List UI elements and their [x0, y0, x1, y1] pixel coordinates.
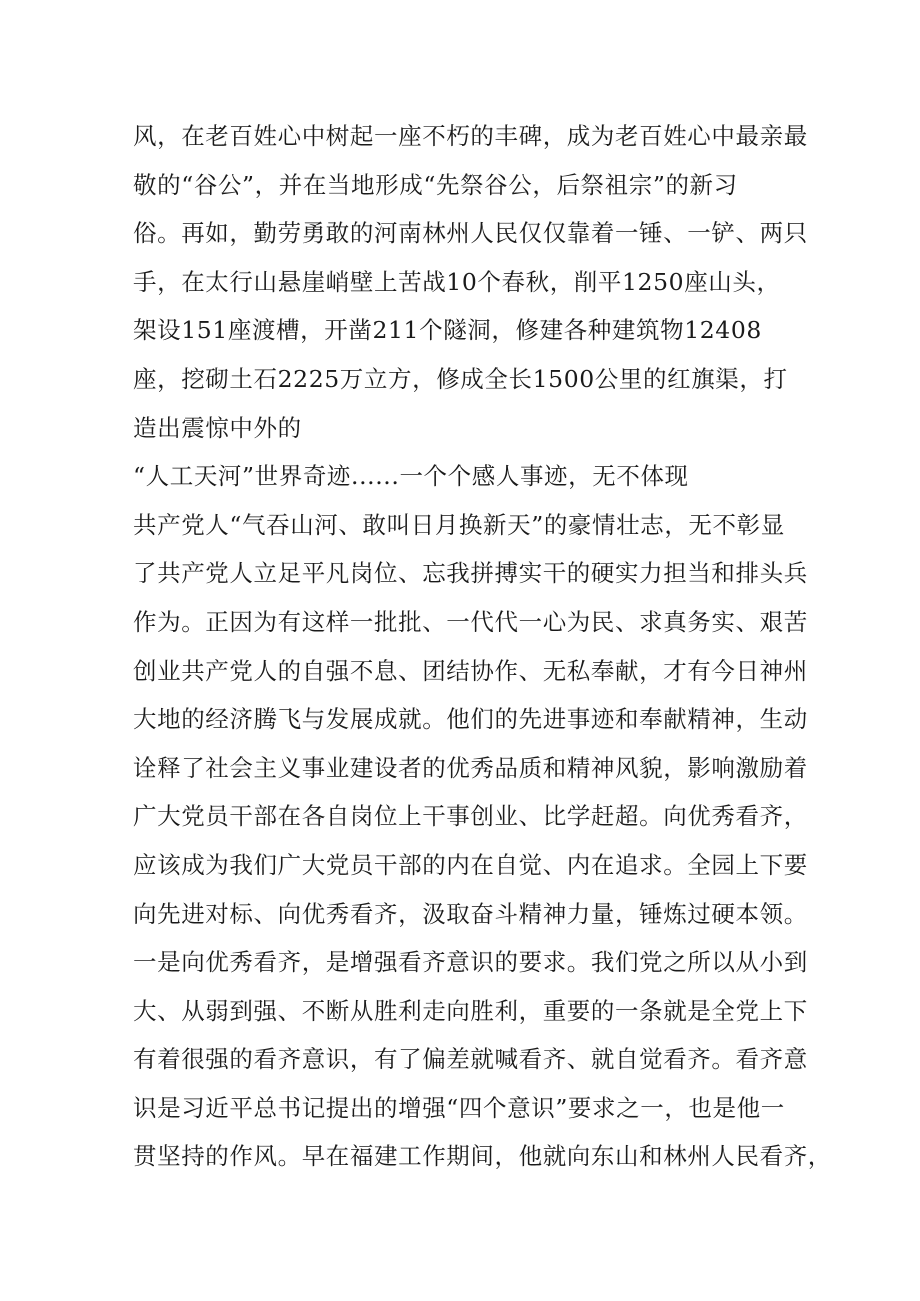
text-line: 识是习近平总书记提出的增强“四个意识”要求之一，也是他一: [133, 1093, 785, 1122]
text-line: 架设151座渡槽，开凿211个隧洞，修建各种建筑物12408: [133, 316, 762, 345]
body-text: [133, 112, 832, 1181]
text-line: 作为。正因为有这样一批批、一代代一心为民、求真务实、艰苦: [133, 607, 808, 636]
text-line: 广大党员干部在各自岗位上干事创业、比学赶超。向优秀看齐，: [133, 802, 808, 831]
text-line: 了共产党人立足平凡岗位、忘我拼搏实干的硬实力担当和排头兵: [133, 559, 808, 588]
text-line: “人工天河”世界奇迹......一个个感人事迹，无不体现: [133, 462, 689, 491]
text-line: 座，挖砌土石2225万立方，修成全长1500公里的红旗渠，打: [133, 364, 788, 393]
text-line: 创业共产党人的自强不息、团结协作、无私奉献，才有今日神州: [133, 656, 808, 685]
text-line: 贯坚持的作风。早在福建工作期间，他就向东山和林州人民看齐，: [133, 1142, 832, 1171]
text-line: 向先进对标、向优秀看齐，汲取奋斗精神力量，锤炼过硬本领。: [133, 899, 808, 928]
text-line: 有着很强的看齐意识，有了偏差就喊看齐、就自觉看齐。看齐意: [133, 1045, 808, 1074]
text-line: 俗。再如，勤劳勇敢的河南林州人民仅仅靠着一锤、一铲、两只: [133, 219, 808, 248]
text-line: 诠释了社会主义事业建设者的优秀品质和精神风貌，影响激励着: [133, 753, 808, 782]
text-line: 风，在老百姓心中树起一座不朽的丰碑，成为老百姓心中最亲最: [133, 122, 808, 150]
text-line: 手，在太行山悬崖峭壁上苦战10个春秋，削平1250座山头，: [133, 267, 781, 296]
text-line: 造出震惊中外的: [133, 413, 302, 442]
text-line: 应该成为我们广大党员干部的内在自觉、内在追求。全园上下要: [133, 850, 808, 879]
text-line: 共产党人“气吞山河、敢叫日月换新天”的豪情壮志，无不彰显: [133, 510, 785, 539]
text-line: 一是向优秀看齐，是增强看齐意识的要求。我们党之所以从小到: [133, 948, 808, 977]
text-line: 敬的“谷公”，并在当地形成“先祭谷公，后祭祖宗”的新习: [133, 170, 738, 199]
text-line: 大、从弱到强、不断从胜利走向胜利，重要的一条就是全党上下: [133, 996, 808, 1025]
text-line: 大地的经济腾飞与发展成就。他们的先进事迹和奉献精神，生动: [133, 705, 808, 734]
